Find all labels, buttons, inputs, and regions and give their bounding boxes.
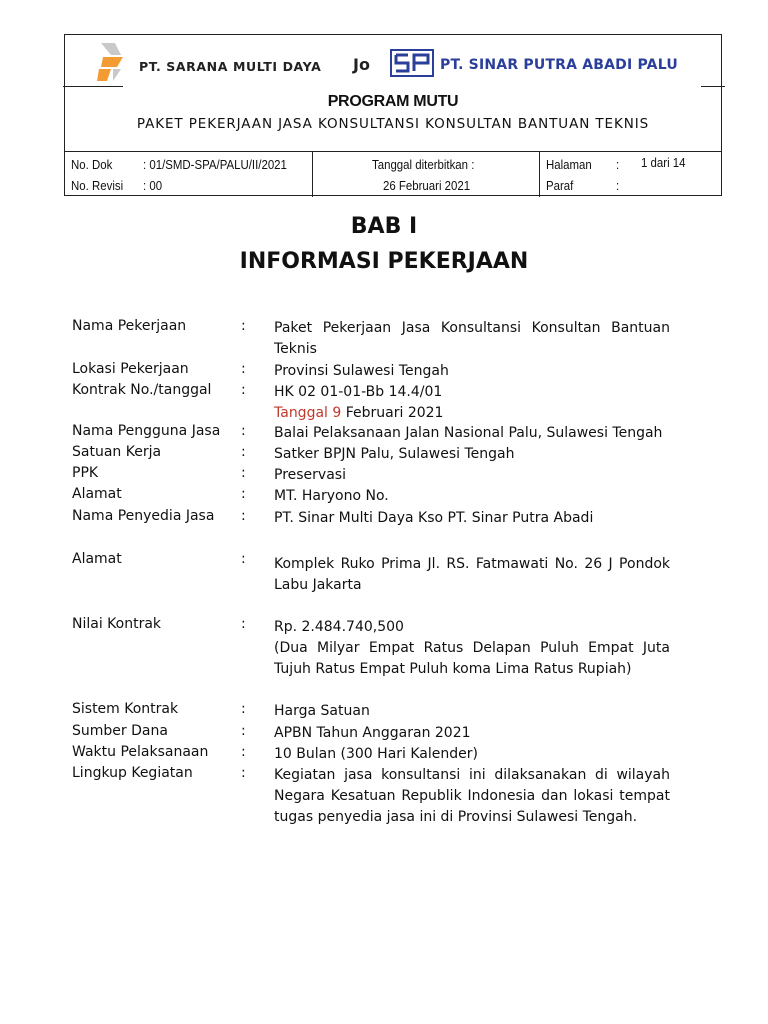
field-label: Sumber Dana [72, 723, 168, 739]
kontrak-date-rest: Februari 2021 [341, 405, 444, 421]
no-dok-value: : 01/SMD-SPA/PALU/II/2021 [143, 157, 287, 172]
field-value: Preservasi [274, 467, 346, 483]
value-line: (Dua Milyar Empat Ratus Delapan Puluh Empat Juta [274, 640, 670, 656]
field-value: Provinsi Sulawesi Tengah [274, 363, 449, 379]
value-line: Teknis [274, 341, 317, 357]
field-colon: : [241, 508, 246, 524]
company-left-name: PT. SARANA MULTI DAYA [139, 59, 322, 74]
program-title: PROGRAM MUTU [327, 93, 459, 110]
field-colon: : [241, 551, 246, 567]
field-value: Balai Pelaksanaan Jalan Nasional Palu, Sulawesi Tengah [274, 425, 663, 441]
field-label: Lingkup Kegiatan [72, 765, 193, 781]
field-value: 10 Bulan (300 Hari Kalender) [274, 746, 478, 762]
field-value: PT. Sinar Multi Daya Kso PT. Sinar Putra Abadi [274, 510, 594, 526]
meta-column-divider [312, 151, 313, 197]
field-label: Kontrak No./tanggal [72, 382, 212, 398]
no-revisi-value: : 00 [143, 178, 163, 193]
no-revisi-label: No. Revisi [71, 178, 124, 193]
field-value: MT. Haryono No. [274, 488, 389, 504]
value-line: Negara Kesatuan Republik Indonesia dan lokasi tempat [274, 788, 670, 804]
jo-label: Jo [353, 55, 370, 74]
field-label: Alamat [72, 551, 122, 567]
field-colon: : [241, 444, 246, 460]
chapter-title: INFORMASI PEKERJAAN [239, 249, 529, 274]
field-colon: : [241, 423, 246, 439]
field-colon: : [241, 701, 246, 717]
field-label: Satuan Kerja [72, 444, 162, 460]
kontrak-date [274, 403, 670, 424]
field-colon: : [241, 744, 246, 760]
field-value [274, 617, 670, 680]
field-colon: : [241, 765, 246, 781]
kontrak-date-prefix: Tanggal 9 [274, 405, 342, 421]
field-label: Waktu Pelaksanaan [72, 744, 209, 760]
sarana-multi-daya-logo-icon [97, 41, 127, 85]
chapter-number: BAB I [350, 214, 418, 239]
no-dok-label: No. Dok [71, 157, 113, 172]
field-label: Sistem Kontrak [72, 701, 179, 717]
kontrak-number: HK 02 01-01-Bb 14.4/01 [274, 384, 443, 400]
field-value: Satker BPJN Palu, Sulawesi Tengah [274, 446, 515, 462]
header-divider-right [701, 86, 725, 87]
document-header [64, 34, 722, 196]
value-line: Labu Jakarta [274, 577, 362, 593]
value-line: Paket Pekerjaan Jasa Konsultansi Konsultan Bantuan [274, 320, 670, 336]
field-value: APBN Tahun Anggaran 2021 [274, 725, 471, 741]
field-label: Lokasi Pekerjaan [72, 361, 189, 377]
program-subtitle: PAKET PEKERJAAN JASA KONSULTANSI KONSULTAN BANTUAN TEKNIS [136, 116, 650, 132]
paraf-label: Paraf [546, 178, 574, 193]
field-label: Nilai Kontrak [72, 616, 162, 632]
company-right-name: PT. SINAR PUTRA ABADI PALU [440, 57, 678, 73]
field-value: Harga Satuan [274, 703, 370, 719]
sinar-putra-abadi-logo-icon [390, 49, 434, 77]
logo-row [65, 35, 721, 87]
meta-column-divider [539, 151, 540, 197]
value-line: Rp. 2.484.740,500 [274, 619, 404, 635]
field-value [274, 554, 670, 596]
header-divider-left [63, 86, 123, 87]
halaman-label: Halaman [546, 157, 592, 172]
halaman-value: 1 dari 14 [641, 155, 686, 170]
field-colon: : [241, 616, 246, 632]
field-label: Nama Penyedia Jasa [72, 508, 215, 524]
field-colon: : [241, 465, 246, 481]
tanggal-label: Tanggal diterbitkan : [372, 157, 475, 172]
field-colon: : [241, 318, 246, 334]
field-colon: : [241, 723, 246, 739]
field-value [274, 318, 670, 360]
field-label: Alamat [72, 486, 122, 502]
value-line: Kegiatan jasa konsultansi ini dilaksanakan di wilayah [274, 767, 670, 783]
field-colon: : [241, 382, 246, 398]
field-colon: : [241, 361, 246, 377]
meta-divider [65, 151, 721, 152]
field-colon: : [241, 486, 246, 502]
value-line: tugas penyedia jasa ini di Provinsi Sulawesi Tengah. [274, 809, 638, 825]
paraf-colon: : [616, 178, 620, 193]
field-label: Nama Pengguna Jasa [72, 423, 221, 439]
field-value [274, 765, 670, 828]
tanggal-value: 26 Februari 2021 [383, 178, 471, 193]
halaman-colon: : [616, 157, 620, 172]
field-value [274, 382, 670, 424]
value-line: Komplek Ruko Prima Jl. RS. Fatmawati No. 26 J Pondok [274, 556, 670, 572]
field-label: PPK [72, 465, 99, 481]
field-label: Nama Pekerjaan [72, 318, 187, 334]
value-line: Tujuh Ratus Empat Puluh koma Lima Ratus Rupiah) [274, 661, 632, 677]
